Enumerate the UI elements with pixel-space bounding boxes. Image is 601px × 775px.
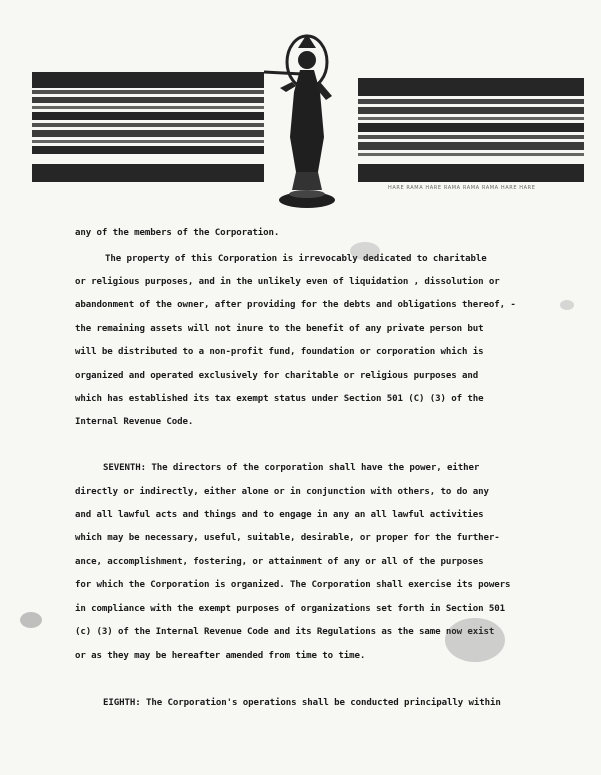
text-line: which may be necessary, useful, suitable, desirable, or proper for the further- <box>75 533 500 543</box>
text-line: EIGHTH: The Corporation's operations shall be conducted principally within <box>103 698 501 708</box>
banner-mantra-text: HARE RAMA HARE RAMA RAMA RAMA HARE HARE <box>388 185 536 191</box>
text-line: in compliance with the exempt purposes of organizations set forth in Section 501 <box>75 604 505 614</box>
text-line: the remaining assets will not inure to the benefit of any private person but <box>75 324 484 334</box>
text-line: for which the Corporation is organized. The Corporation shall exercise its powers <box>75 580 511 590</box>
text-line: will be distributed to a non-profit fund, foundation or corporation which is <box>75 347 484 357</box>
text-line: SEVENTH: The directors of the corporation shall have the power, either <box>103 463 480 473</box>
right-stripe-band <box>358 72 584 182</box>
deity-figure-illustration <box>262 22 352 212</box>
text-line: ance, accomplishment, fostering, or attainment of any or all of the purposes <box>75 557 484 567</box>
scan-noise <box>445 618 505 662</box>
text-line: Internal Revenue Code. <box>75 417 194 427</box>
text-line: abandonment of the owner, after providing for the debts and obligations thereof, - <box>75 300 516 310</box>
text-line: or religious purposes, and in the unlikely even of liquidation , dissolution or <box>75 277 500 287</box>
text-line: The property of this Corporation is irrevocably dedicated to charitable <box>105 254 487 264</box>
text-line: directly or indirectly, either alone or in conjunction with others, to do any <box>75 487 489 497</box>
scan-noise <box>20 612 42 628</box>
left-stripe-band <box>32 72 264 182</box>
text-line: and all lawful acts and things and to engage in any an all lawful activities <box>75 510 484 520</box>
scan-noise <box>350 242 380 260</box>
text-line: organized and operated exclusively for charitable or religious purposes and <box>75 371 479 381</box>
text-line: or as they may be hereafter amended from time to time. <box>75 651 366 661</box>
text-line: any of the members of the Corporation. <box>75 228 280 238</box>
scan-noise <box>560 300 574 310</box>
text-line: which has established its tax exempt status under Section 501 (C) (3) of the <box>75 394 484 404</box>
text-line: (c) (3) of the Internal Revenue Code and its Regulations as the same now exist <box>75 627 495 637</box>
